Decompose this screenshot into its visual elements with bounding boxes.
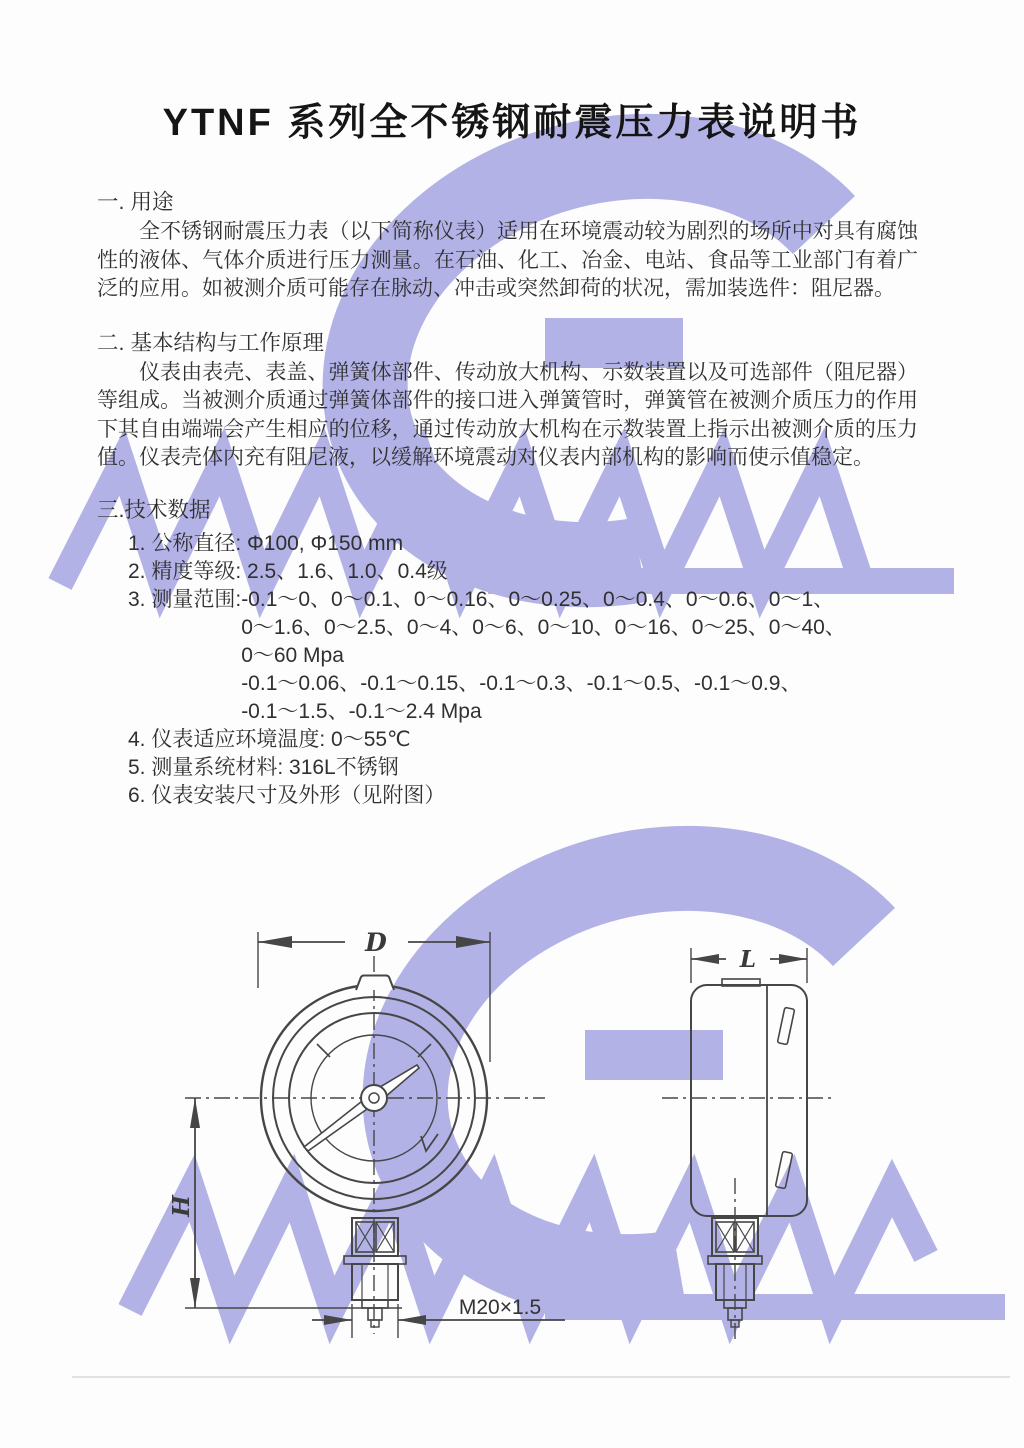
thread-size-label: M20×1.5 (458, 1296, 542, 1319)
range-line-1: -0.1～0、0～0.1、0～0.16、0～0.25、0～0.4、0～0.6、0～1、 (241, 587, 835, 611)
dimension-label-d: D (365, 928, 387, 957)
tech-item-diameter: 1. 公称直径: Φ100, Φ150 mm (128, 531, 404, 555)
tech-item-material: 5. 测量系统材料: 316L不锈钢 (128, 755, 399, 779)
tech-item-range-label: 3. 测量范围: (128, 587, 242, 611)
section-2-paragraph: 仪表由表壳、表盖、弹簧体部件、传动放大机构、示数装置以及可选部件（阻尼器）等组成。当被测介质通过弹簧体部件的接口进入弹簧管时，弹簧管在被测介质压力的作用下其自由端端会产生相应的位移，通过传动放大机构在示数装置上指示出被测介质的压力值。仪表壳体内充有阻尼液，以缓解环境震动对仪表内部机构的影响而使示值稳定。 (97, 360, 918, 469)
document-body (97, 188, 918, 810)
section-1-paragraph: 全不锈钢耐震压力表（以下简称仪表）适用在环境震动较为剧烈的场所中对具有腐蚀性的液体、气体介质进行压力测量。在石油、化工、冶金、电站、食品等工业部门有着广泛的应用。如被测介质可能存在脉动、冲击或突然卸荷的状况，需加装选件：阻尼器。 (97, 220, 918, 300)
range-line-4: -0.1～0.06、-0.1～0.15、-0.1～0.3、-0.1～0.5、-0.1～0.9、 (241, 671, 802, 695)
watermark-zigzag-bottom (130, 1188, 1005, 1320)
range-line-2: 0～1.6、0～2.5、0～4、0～6、0～10、0～16、0～25、0～40、 (241, 615, 846, 639)
tech-item-accuracy: 2. 精度等级: 2.5、1.6、1.0、0.4级 (128, 559, 448, 583)
technical-data-list (128, 530, 918, 810)
dimension-label-h: H (168, 1195, 195, 1217)
tech-item-range-values (241, 586, 918, 726)
document-title: YTNF 系列全不锈钢耐震压力表说明书 (162, 102, 862, 144)
section-1-heading: 一. 用途 (97, 190, 174, 214)
tech-item-temperature: 4. 仪表适应环境温度: 0～55℃ (128, 727, 411, 751)
tech-item-mounting: 6. 仪表安装尺寸及外形（见附图） (128, 783, 446, 807)
page-bottom-edge (72, 1376, 1010, 1378)
section-2-heading: 二. 基本结构与工作原理 (97, 330, 324, 355)
range-line-3: 0～60 Mpa (241, 643, 344, 667)
tech-item-range (128, 586, 918, 726)
range-line-5: -0.1～1.5、-0.1～2.4 Mpa (241, 699, 482, 723)
section-3-heading: 三.技术数据 (97, 497, 211, 522)
dimension-label-l: L (739, 946, 757, 973)
